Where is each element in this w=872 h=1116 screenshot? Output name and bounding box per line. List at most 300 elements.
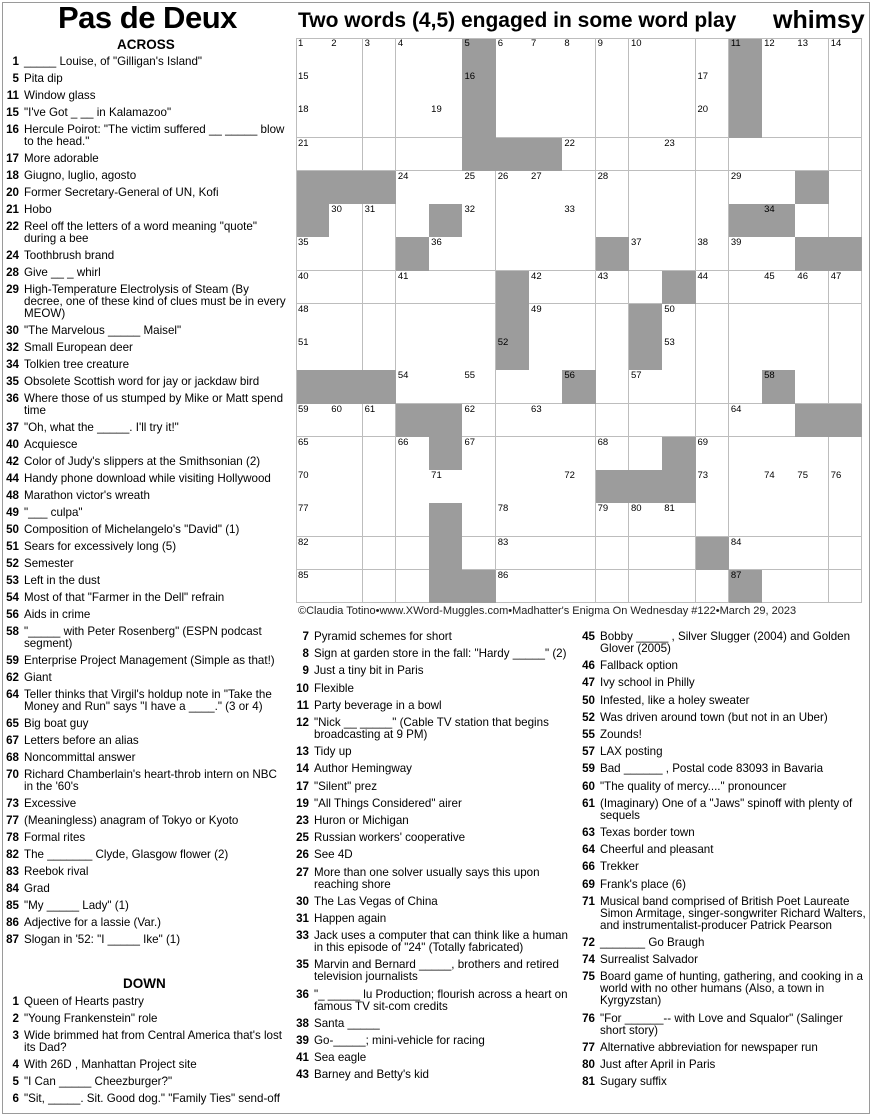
grid-cell[interactable] — [729, 503, 763, 537]
grid-cell[interactable] — [296, 38, 330, 72]
clue-item[interactable] — [576, 631, 866, 655]
grid-cell[interactable] — [762, 38, 796, 72]
grid-cell[interactable] — [529, 503, 563, 537]
grid-cell[interactable] — [429, 171, 463, 205]
grid-cell[interactable] — [363, 404, 397, 438]
grid-cell[interactable] — [662, 537, 696, 571]
grid-cell[interactable] — [795, 304, 829, 338]
clue-item[interactable] — [0, 626, 286, 650]
clue-item[interactable] — [0, 689, 286, 713]
grid-cell[interactable] — [329, 71, 363, 105]
grid-cell[interactable] — [496, 38, 530, 72]
clue-item[interactable] — [576, 1042, 866, 1054]
grid-cell[interactable] — [629, 503, 663, 537]
grid-cell[interactable] — [462, 470, 496, 504]
grid-cell[interactable] — [596, 171, 630, 205]
grid-cell[interactable] — [462, 237, 496, 271]
grid-cell[interactable] — [363, 570, 397, 604]
clue-item[interactable] — [0, 90, 286, 102]
grid-cell[interactable] — [829, 71, 863, 105]
clue-item[interactable] — [0, 153, 286, 165]
grid-cell[interactable] — [562, 71, 596, 105]
grid-cell[interactable] — [729, 470, 763, 504]
grid-cell[interactable] — [562, 304, 596, 338]
grid-cell[interactable] — [795, 537, 829, 571]
grid-cell[interactable] — [596, 71, 630, 105]
clue-item[interactable] — [0, 393, 286, 417]
grid-cell[interactable] — [696, 570, 730, 604]
grid-cell[interactable] — [296, 437, 330, 471]
clue-item[interactable] — [0, 456, 286, 468]
grid-cell[interactable] — [729, 304, 763, 338]
clue-item[interactable] — [290, 798, 576, 810]
grid-cell[interactable] — [363, 204, 397, 238]
grid-cell[interactable] — [562, 404, 596, 438]
grid-cell[interactable] — [562, 104, 596, 138]
grid-cell[interactable] — [329, 537, 363, 571]
grid-cell[interactable] — [596, 437, 630, 471]
grid-cell[interactable] — [496, 71, 530, 105]
grid-cell[interactable] — [729, 404, 763, 438]
grid-cell[interactable] — [329, 470, 363, 504]
clue-item[interactable] — [0, 1030, 286, 1054]
grid-cell[interactable] — [562, 271, 596, 305]
clue-item[interactable] — [576, 763, 866, 775]
grid-cell[interactable] — [363, 437, 397, 471]
grid-cell[interactable] — [496, 470, 530, 504]
grid-cell[interactable] — [296, 71, 330, 105]
clue-item[interactable] — [0, 267, 286, 279]
grid-cell[interactable] — [829, 337, 863, 371]
grid-cell[interactable] — [329, 570, 363, 604]
grid-cell[interactable] — [696, 271, 730, 305]
grid-cell[interactable] — [496, 404, 530, 438]
grid-cell[interactable] — [329, 404, 363, 438]
grid-cell[interactable] — [462, 404, 496, 438]
grid-cell[interactable] — [762, 304, 796, 338]
grid-cell[interactable] — [363, 271, 397, 305]
clue-item[interactable] — [0, 883, 286, 895]
grid-cell[interactable] — [363, 237, 397, 271]
grid-cell[interactable] — [396, 271, 430, 305]
grid-cell[interactable] — [662, 337, 696, 371]
grid-cell[interactable] — [596, 138, 630, 172]
grid-cell[interactable] — [795, 104, 829, 138]
grid-cell[interactable] — [496, 503, 530, 537]
grid-cell[interactable] — [562, 470, 596, 504]
grid-cell[interactable] — [396, 38, 430, 72]
grid-cell[interactable] — [529, 171, 563, 205]
clue-item[interactable] — [576, 746, 866, 758]
grid-cell[interactable] — [396, 437, 430, 471]
grid-cell[interactable] — [429, 470, 463, 504]
grid-cell[interactable] — [729, 437, 763, 471]
grid-cell[interactable] — [762, 503, 796, 537]
grid-cell[interactable] — [562, 437, 596, 471]
grid-cell[interactable] — [795, 370, 829, 404]
grid-cell[interactable] — [696, 503, 730, 537]
grid-cell[interactable] — [296, 537, 330, 571]
grid-cell[interactable] — [629, 271, 663, 305]
grid-cell[interactable] — [829, 470, 863, 504]
grid-cell[interactable] — [363, 304, 397, 338]
grid-cell[interactable] — [795, 271, 829, 305]
grid-cell[interactable] — [696, 204, 730, 238]
grid-cell[interactable] — [363, 503, 397, 537]
grid-cell[interactable] — [596, 104, 630, 138]
clue-item[interactable] — [0, 124, 286, 148]
grid-cell[interactable] — [529, 204, 563, 238]
grid-cell[interactable] — [829, 271, 863, 305]
grid-cell[interactable] — [462, 503, 496, 537]
grid-cell[interactable] — [795, 470, 829, 504]
clue-item[interactable] — [290, 1052, 576, 1064]
clue-item[interactable] — [576, 896, 866, 932]
grid-cell[interactable] — [795, 437, 829, 471]
grid-cell[interactable] — [462, 370, 496, 404]
clue-item[interactable] — [576, 971, 866, 1007]
grid-cell[interactable] — [696, 337, 730, 371]
grid-cell[interactable] — [596, 304, 630, 338]
grid-cell[interactable] — [829, 104, 863, 138]
clue-item[interactable] — [0, 1093, 286, 1105]
clue-item[interactable] — [290, 867, 576, 891]
clue-item[interactable] — [290, 763, 576, 775]
grid-cell[interactable] — [662, 204, 696, 238]
grid-cell[interactable] — [396, 304, 430, 338]
clue-item[interactable] — [290, 913, 576, 925]
grid-cell[interactable] — [629, 404, 663, 438]
clue-item[interactable] — [0, 672, 286, 684]
clue-item[interactable] — [0, 996, 286, 1008]
grid-cell[interactable] — [363, 537, 397, 571]
clue-item[interactable] — [0, 558, 286, 570]
grid-cell[interactable] — [596, 38, 630, 72]
clue-item[interactable] — [576, 677, 866, 689]
grid-cell[interactable] — [829, 204, 863, 238]
clue-item[interactable] — [0, 900, 286, 912]
grid-cell[interactable] — [396, 337, 430, 371]
grid-cell[interactable] — [662, 570, 696, 604]
grid-cell[interactable] — [562, 537, 596, 571]
grid-cell[interactable] — [296, 138, 330, 172]
clue-item[interactable] — [0, 655, 286, 667]
grid-cell[interactable] — [662, 237, 696, 271]
clue-item[interactable] — [0, 284, 286, 320]
grid-cell[interactable] — [562, 38, 596, 72]
clue-item[interactable] — [0, 221, 286, 245]
grid-cell[interactable] — [296, 271, 330, 305]
grid-cell[interactable] — [696, 404, 730, 438]
clue-item[interactable] — [290, 717, 576, 741]
grid-cell[interactable] — [396, 104, 430, 138]
grid-cell[interactable] — [329, 271, 363, 305]
grid-cell[interactable] — [596, 503, 630, 537]
grid-cell[interactable] — [296, 503, 330, 537]
grid-cell[interactable] — [462, 337, 496, 371]
clue-item[interactable] — [290, 1069, 576, 1081]
grid-cell[interactable] — [296, 237, 330, 271]
grid-cell[interactable] — [562, 570, 596, 604]
clue-item[interactable] — [290, 930, 576, 954]
clue-item[interactable] — [0, 422, 286, 434]
clue-item[interactable] — [0, 342, 286, 354]
grid-cell[interactable] — [529, 71, 563, 105]
grid-cell[interactable] — [662, 171, 696, 205]
grid-cell[interactable] — [396, 171, 430, 205]
grid-cell[interactable] — [829, 503, 863, 537]
grid-cell[interactable] — [529, 570, 563, 604]
clue-item[interactable] — [0, 866, 286, 878]
grid-cell[interactable] — [729, 337, 763, 371]
grid-cell[interactable] — [329, 204, 363, 238]
grid-cell[interactable] — [296, 404, 330, 438]
clue-item[interactable] — [0, 170, 286, 182]
grid-cell[interactable] — [696, 171, 730, 205]
grid-cell[interactable] — [762, 337, 796, 371]
grid-cell[interactable] — [762, 237, 796, 271]
grid-cell[interactable] — [529, 237, 563, 271]
clue-item[interactable] — [0, 575, 286, 587]
grid-cell[interactable] — [696, 437, 730, 471]
clue-item[interactable] — [290, 1018, 576, 1030]
grid-cell[interactable] — [696, 104, 730, 138]
clue-item[interactable] — [0, 1059, 286, 1071]
grid-cell[interactable] — [562, 204, 596, 238]
grid-cell[interactable] — [396, 470, 430, 504]
grid-cell[interactable] — [795, 38, 829, 72]
grid-cell[interactable] — [662, 503, 696, 537]
grid-cell[interactable] — [729, 171, 763, 205]
crossword-grid[interactable] — [296, 38, 862, 603]
clue-item[interactable] — [576, 861, 866, 873]
grid-cell[interactable] — [363, 337, 397, 371]
grid-cell[interactable] — [729, 237, 763, 271]
clue-item[interactable] — [0, 56, 286, 68]
clue-item[interactable] — [290, 648, 576, 660]
grid-cell[interactable] — [562, 337, 596, 371]
grid-cell[interactable] — [629, 204, 663, 238]
clue-item[interactable] — [0, 769, 286, 793]
grid-cell[interactable] — [662, 304, 696, 338]
grid-cell[interactable] — [629, 537, 663, 571]
grid-cell[interactable] — [696, 237, 730, 271]
clue-item[interactable] — [0, 73, 286, 85]
clue-item[interactable] — [290, 631, 576, 643]
grid-cell[interactable] — [429, 138, 463, 172]
grid-cell[interactable] — [629, 237, 663, 271]
clue-item[interactable] — [0, 524, 286, 536]
grid-cell[interactable] — [829, 304, 863, 338]
clue-item[interactable] — [0, 798, 286, 810]
grid-cell[interactable] — [762, 71, 796, 105]
grid-cell[interactable] — [596, 337, 630, 371]
grid-cell[interactable] — [396, 138, 430, 172]
grid-cell[interactable] — [629, 370, 663, 404]
clue-item[interactable] — [0, 325, 286, 337]
clue-item[interactable] — [0, 204, 286, 216]
grid-cell[interactable] — [529, 104, 563, 138]
clue-item[interactable] — [290, 832, 576, 844]
grid-cell[interactable] — [596, 204, 630, 238]
grid-cell[interactable] — [696, 470, 730, 504]
grid-cell[interactable] — [296, 570, 330, 604]
clue-item[interactable] — [290, 700, 576, 712]
clue-item[interactable] — [576, 712, 866, 724]
grid-cell[interactable] — [529, 38, 563, 72]
grid-cell[interactable] — [363, 470, 397, 504]
grid-cell[interactable] — [795, 204, 829, 238]
grid-cell[interactable] — [296, 104, 330, 138]
clue-item[interactable] — [0, 934, 286, 946]
grid-cell[interactable] — [629, 437, 663, 471]
grid-cell[interactable] — [795, 503, 829, 537]
grid-cell[interactable] — [662, 71, 696, 105]
grid-cell[interactable] — [629, 71, 663, 105]
grid-cell[interactable] — [329, 237, 363, 271]
clue-item[interactable] — [576, 729, 866, 741]
grid-cell[interactable] — [762, 537, 796, 571]
grid-cell[interactable] — [829, 138, 863, 172]
clue-item[interactable] — [290, 959, 576, 983]
grid-cell[interactable] — [396, 204, 430, 238]
clue-item[interactable] — [0, 718, 286, 730]
grid-cell[interactable] — [529, 370, 563, 404]
clue-item[interactable] — [290, 989, 576, 1013]
grid-cell[interactable] — [829, 570, 863, 604]
clue-item[interactable] — [290, 746, 576, 758]
grid-cell[interactable] — [329, 104, 363, 138]
grid-cell[interactable] — [596, 570, 630, 604]
grid-cell[interactable] — [429, 104, 463, 138]
grid-cell[interactable] — [729, 271, 763, 305]
clue-item[interactable] — [576, 827, 866, 839]
grid-cell[interactable] — [496, 171, 530, 205]
clue-item[interactable] — [576, 1059, 866, 1071]
clue-item[interactable] — [290, 683, 576, 695]
clue-item[interactable] — [0, 917, 286, 929]
clue-item[interactable] — [0, 473, 286, 485]
grid-cell[interactable] — [596, 271, 630, 305]
grid-cell[interactable] — [562, 237, 596, 271]
grid-cell[interactable] — [529, 304, 563, 338]
grid-cell[interactable] — [562, 138, 596, 172]
grid-cell[interactable] — [496, 104, 530, 138]
grid-cell[interactable] — [429, 304, 463, 338]
grid-cell[interactable] — [429, 337, 463, 371]
grid-cell[interactable] — [696, 38, 730, 72]
grid-cell[interactable] — [529, 537, 563, 571]
clue-item[interactable] — [0, 250, 286, 262]
grid-cell[interactable] — [829, 537, 863, 571]
clue-item[interactable] — [0, 1013, 286, 1025]
grid-cell[interactable] — [496, 204, 530, 238]
grid-cell[interactable] — [662, 104, 696, 138]
grid-cell[interactable] — [762, 138, 796, 172]
clue-item[interactable] — [0, 609, 286, 621]
grid-cell[interactable] — [629, 38, 663, 72]
clue-item[interactable] — [576, 798, 866, 822]
grid-cell[interactable] — [762, 271, 796, 305]
grid-cell[interactable] — [596, 537, 630, 571]
clue-item[interactable] — [576, 781, 866, 793]
grid-cell[interactable] — [729, 370, 763, 404]
clue-item[interactable] — [290, 815, 576, 827]
clue-item[interactable] — [290, 781, 576, 793]
grid-cell[interactable] — [629, 570, 663, 604]
grid-cell[interactable] — [829, 171, 863, 205]
clue-item[interactable] — [0, 752, 286, 764]
grid-cell[interactable] — [529, 271, 563, 305]
grid-cell[interactable] — [329, 503, 363, 537]
grid-cell[interactable] — [562, 503, 596, 537]
grid-cell[interactable] — [529, 437, 563, 471]
grid-cell[interactable] — [529, 337, 563, 371]
grid-cell[interactable] — [696, 71, 730, 105]
grid-cell[interactable] — [462, 537, 496, 571]
grid-cell[interactable] — [462, 204, 496, 238]
grid-cell[interactable] — [296, 304, 330, 338]
clue-item[interactable] — [576, 937, 866, 949]
grid-cell[interactable] — [596, 404, 630, 438]
grid-cell[interactable] — [329, 138, 363, 172]
grid-cell[interactable] — [829, 370, 863, 404]
grid-cell[interactable] — [729, 138, 763, 172]
grid-cell[interactable] — [496, 237, 530, 271]
grid-cell[interactable] — [795, 71, 829, 105]
grid-cell[interactable] — [396, 570, 430, 604]
grid-cell[interactable] — [296, 337, 330, 371]
grid-cell[interactable] — [329, 304, 363, 338]
grid-cell[interactable] — [662, 138, 696, 172]
clue-item[interactable] — [0, 735, 286, 747]
grid-cell[interactable] — [396, 537, 430, 571]
grid-cell[interactable] — [429, 71, 463, 105]
clue-item[interactable] — [0, 1076, 286, 1088]
grid-cell[interactable] — [662, 38, 696, 72]
clue-item[interactable] — [0, 507, 286, 519]
clue-item[interactable] — [0, 490, 286, 502]
grid-cell[interactable] — [496, 370, 530, 404]
grid-cell[interactable] — [363, 38, 397, 72]
grid-cell[interactable] — [329, 337, 363, 371]
grid-cell[interactable] — [396, 71, 430, 105]
grid-cell[interactable] — [729, 537, 763, 571]
grid-cell[interactable] — [462, 304, 496, 338]
clue-item[interactable] — [290, 896, 576, 908]
grid-cell[interactable] — [762, 570, 796, 604]
clue-item[interactable] — [0, 359, 286, 371]
grid-cell[interactable] — [529, 404, 563, 438]
clue-item[interactable] — [576, 844, 866, 856]
grid-cell[interactable] — [496, 437, 530, 471]
grid-cell[interactable] — [496, 570, 530, 604]
clue-item[interactable] — [0, 849, 286, 861]
clue-item[interactable] — [0, 592, 286, 604]
grid-cell[interactable] — [529, 470, 563, 504]
grid-cell[interactable] — [629, 171, 663, 205]
grid-cell[interactable] — [329, 437, 363, 471]
clue-item[interactable] — [0, 541, 286, 553]
grid-cell[interactable] — [696, 304, 730, 338]
grid-cell[interactable] — [596, 370, 630, 404]
grid-cell[interactable] — [363, 104, 397, 138]
grid-cell[interactable] — [629, 104, 663, 138]
grid-cell[interactable] — [296, 470, 330, 504]
clue-item[interactable] — [290, 849, 576, 861]
grid-cell[interactable] — [795, 337, 829, 371]
grid-cell[interactable] — [762, 437, 796, 471]
